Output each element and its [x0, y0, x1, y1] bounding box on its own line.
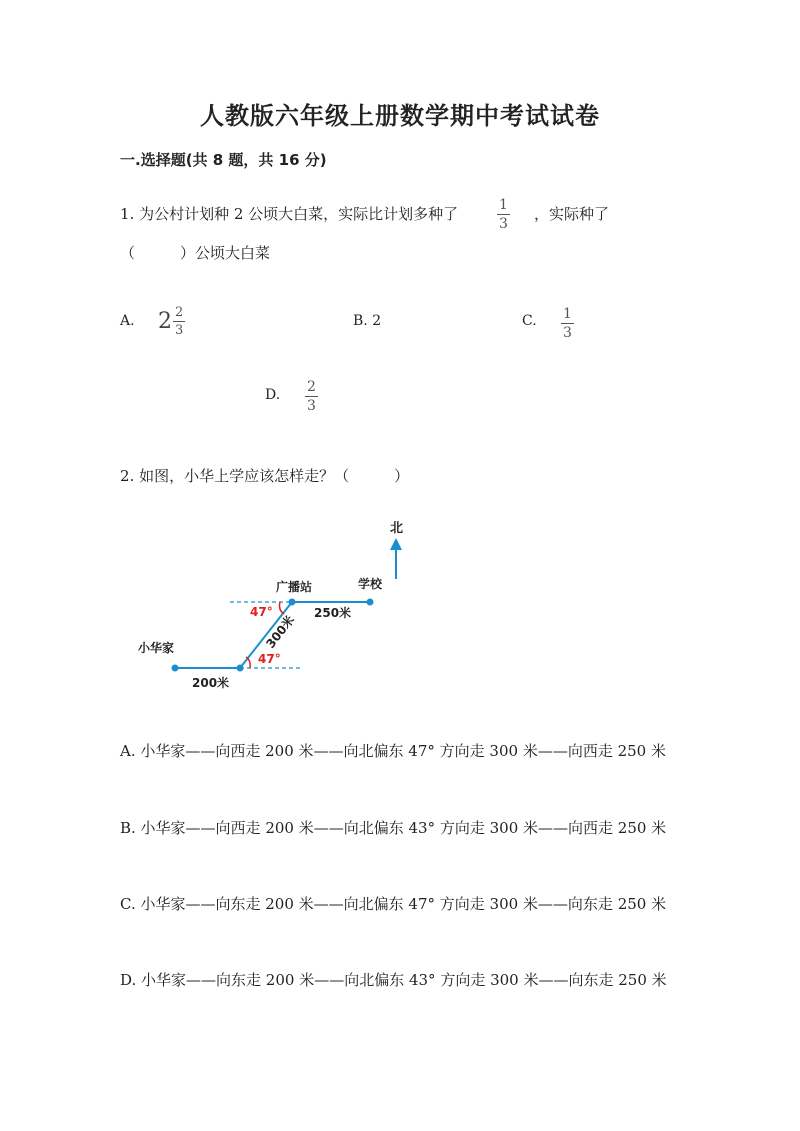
- point-home: [172, 665, 179, 672]
- question-1-stem-end: ，实际种了: [534, 205, 610, 223]
- angle-label-bottom: 47°: [258, 652, 281, 666]
- q1-option-c-label[interactable]: C.: [522, 313, 537, 329]
- q2-option-a[interactable]: A. 小华家——向西走 200 米——向北偏东 47° 方向走 300 米——向西走 250 米: [120, 742, 666, 760]
- north-arrow-icon: [390, 538, 402, 550]
- north-label: 北: [390, 521, 404, 536]
- distance-label-200: 200米: [192, 676, 230, 690]
- point-station: [289, 599, 296, 606]
- fraction-numerator: 1: [563, 306, 572, 322]
- distance-label-300: 300米: [263, 613, 298, 651]
- school-label: 学校: [358, 577, 383, 591]
- q1-option-a-value: [158, 306, 185, 337]
- fraction-denominator: 3: [307, 398, 316, 414]
- q1-option-d-label[interactable]: D.: [265, 387, 281, 403]
- point-turn: [237, 665, 244, 672]
- station-label: 广播站: [276, 580, 313, 594]
- fraction-numerator: 1: [499, 197, 508, 213]
- question-1-fraction: [497, 197, 510, 231]
- angle-label-top: 47°: [250, 605, 273, 619]
- fraction-denominator: 3: [563, 325, 572, 341]
- question-1-line2: （ ）公顷大白菜: [120, 244, 271, 262]
- q1-option-b[interactable]: B. 2: [353, 313, 382, 329]
- section-heading: 一.选择题(共 8 题，共 16 分): [120, 151, 327, 169]
- fraction-denominator: 3: [499, 216, 508, 232]
- distance-label-250: 250米: [314, 606, 352, 620]
- q2-option-b[interactable]: B. 小华家——向西走 200 米——向北偏东 43° 方向走 300 米——向西走 250 米: [120, 819, 667, 837]
- fraction-numerator: 2: [307, 379, 316, 395]
- fraction-denominator: 3: [175, 323, 184, 338]
- fraction-numerator: 2: [175, 305, 184, 320]
- q1-option-d-value: [305, 379, 318, 413]
- page-title: 人教版六年级上册数学期中考试试卷: [200, 102, 600, 130]
- mixed-number-whole: 2: [158, 309, 172, 334]
- home-label: 小华家: [138, 641, 175, 655]
- route-diagram: [130, 512, 430, 692]
- question-2-text: 2. 如图，小华上学应该怎样走？（ ）: [120, 467, 410, 485]
- q1-option-c-value: [561, 306, 574, 340]
- point-school: [367, 599, 374, 606]
- q2-option-c[interactable]: C. 小华家——向东走 200 米——向北偏东 47° 方向走 300 米——向东走 250 米: [120, 895, 667, 913]
- question-1-stem: 1. 为公村计划种 2 公顷大白菜，实际比计划多种了: [120, 205, 459, 223]
- question-1-text: [120, 203, 458, 224]
- q2-option-d[interactable]: D. 小华家——向东走 200 米——向北偏东 43° 方向走 300 米——向东走 250 米: [120, 971, 667, 989]
- q1-option-a-label[interactable]: A.: [120, 313, 135, 329]
